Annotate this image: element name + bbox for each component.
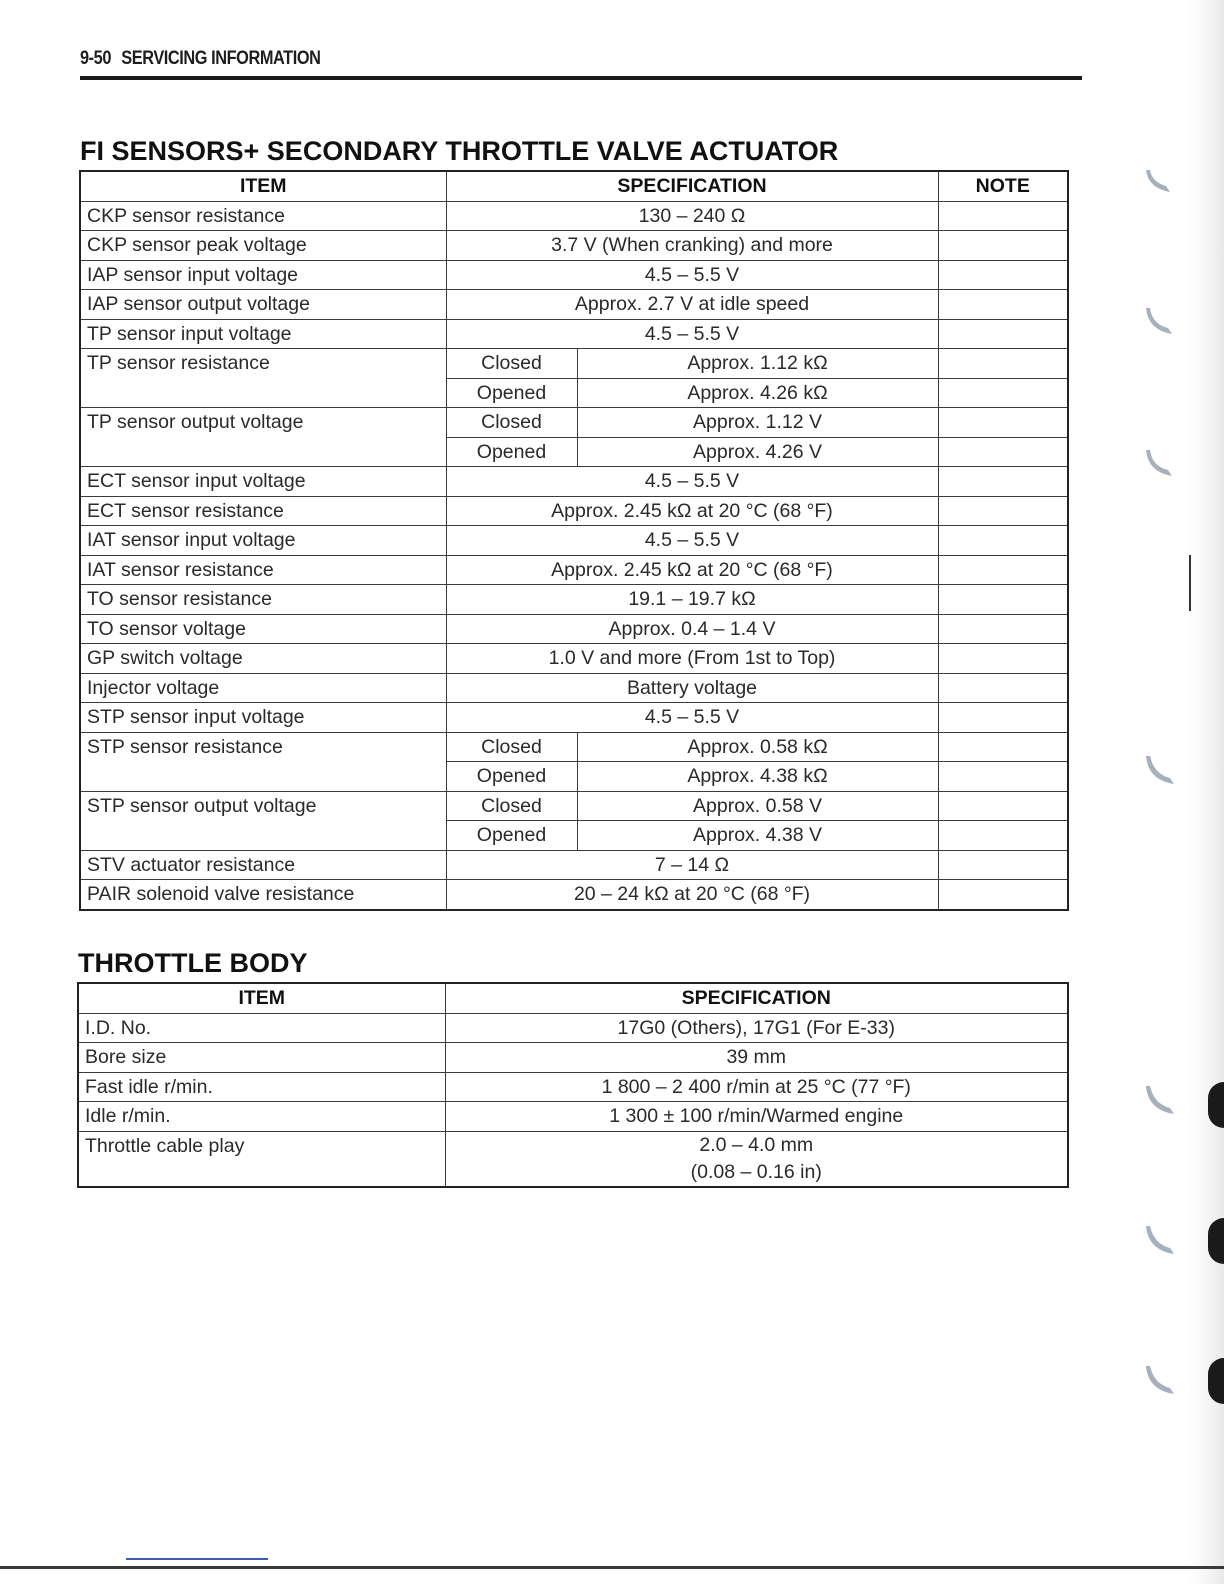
binder-tab-icon: [1146, 1366, 1174, 1394]
spec-cell: 4.5 – 5.5 V: [446, 703, 938, 733]
spec-cell: 39 mm: [445, 1043, 1068, 1073]
note-cell: [938, 496, 1068, 526]
note-cell: [938, 467, 1068, 497]
table-row: [78, 1013, 1068, 1043]
item-cell: TP sensor input voltage: [80, 319, 446, 349]
item-cell: IAP sensor output voltage: [80, 290, 446, 320]
spec-cell: Approx. 2.7 V at idle speed: [446, 290, 938, 320]
table-row: [80, 467, 1068, 497]
table-row: [80, 496, 1068, 526]
column-header-note: NOTE: [938, 171, 1068, 201]
spec-cell: 130 – 240 Ω: [446, 201, 938, 231]
item-cell: CKP sensor resistance: [80, 201, 446, 231]
throttle-body-title: THROTTLE BODY: [78, 948, 308, 978]
spec-value-cell: Approx. 0.58 kΩ: [577, 732, 938, 762]
note-cell: [938, 614, 1068, 644]
item-cell: IAT sensor input voltage: [80, 526, 446, 556]
column-header-item: ITEM: [78, 983, 445, 1013]
item-cell: IAT sensor resistance: [80, 555, 446, 585]
item-cell: ECT sensor resistance: [80, 496, 446, 526]
spec-cell: Approx. 0.4 – 1.4 V: [446, 614, 938, 644]
column-header-item: ITEM: [80, 171, 446, 201]
spec-line: 2.0 – 4.0 mm: [699, 1133, 814, 1156]
table-row: [80, 673, 1068, 703]
state-cell: Opened: [446, 437, 577, 467]
spec-cell: 4.5 – 5.5 V: [446, 526, 938, 556]
page-number: 9-50: [80, 48, 111, 69]
spec-value-cell: Approx. 0.58 V: [577, 791, 938, 821]
table-row: [80, 703, 1068, 733]
binder-tab-icon: [1146, 170, 1170, 192]
binder-tab-icon: [1146, 756, 1174, 784]
spec-value-cell: Approx. 1.12 V: [577, 408, 938, 438]
spec-cell: 1 800 – 2 400 r/min at 25 °C (77 °F): [445, 1072, 1068, 1102]
spec-cell: 4.5 – 5.5 V: [446, 260, 938, 290]
table-row: [80, 880, 1068, 910]
item-cell: Fast idle r/min.: [78, 1072, 445, 1102]
spec-cell: Approx. 2.45 kΩ at 20 °C (68 °F): [446, 555, 938, 585]
table-row: [80, 555, 1068, 585]
note-cell: [938, 673, 1068, 703]
spec-cell: Battery voltage: [446, 673, 938, 703]
note-cell: [938, 349, 1068, 379]
spec-cell: 20 – 24 kΩ at 20 °C (68 °F): [446, 880, 938, 910]
spec-cell: 19.1 – 19.7 kΩ: [446, 585, 938, 615]
note-cell: [938, 378, 1068, 408]
fi-sensors-table: [79, 170, 1069, 911]
item-cell: STV actuator resistance: [80, 850, 446, 880]
item-cell: I.D. No.: [78, 1013, 445, 1043]
spec-cell: 4.5 – 5.5 V: [446, 467, 938, 497]
item-cell: STP sensor resistance: [80, 732, 446, 791]
throttle-body-table: [77, 982, 1069, 1188]
footer-line: [0, 1566, 1224, 1569]
binder-tabs: [1140, 160, 1180, 1420]
spec-value-cell: Approx. 4.26 V: [577, 437, 938, 467]
footer-accent-line: [126, 1558, 268, 1560]
item-cell: TP sensor resistance: [80, 349, 446, 408]
fi-sensors-title: FI SENSORS+ SECONDARY THROTTLE VALVE ACTUATOR: [80, 136, 839, 166]
spec-value-cell: Approx. 4.38 V: [577, 821, 938, 851]
binder-mark: [1189, 555, 1191, 611]
table-row: [80, 408, 1068, 438]
table-row: [80, 201, 1068, 231]
binder-ring-hole: [1208, 1218, 1224, 1264]
item-cell: PAIR solenoid valve resistance: [80, 880, 446, 910]
note-cell: [938, 850, 1068, 880]
note-cell: [938, 821, 1068, 851]
item-cell: Injector voltage: [80, 673, 446, 703]
column-header-specification: SPECIFICATION: [445, 983, 1068, 1013]
table-row: [80, 349, 1068, 379]
state-cell: Opened: [446, 378, 577, 408]
table-row: [80, 614, 1068, 644]
note-cell: [938, 644, 1068, 674]
table-row: [80, 850, 1068, 880]
note-cell: [938, 555, 1068, 585]
binder-edge: [1188, 0, 1224, 1584]
note-cell: [938, 526, 1068, 556]
note-cell: [938, 762, 1068, 792]
state-cell: Opened: [446, 821, 577, 851]
spec-cell: 17G0 (Others), 17G1 (For E-33): [445, 1013, 1068, 1043]
note-cell: [938, 408, 1068, 438]
note-cell: [938, 791, 1068, 821]
spec-cell: Approx. 2.45 kΩ at 20 °C (68 °F): [446, 496, 938, 526]
state-cell: Closed: [446, 408, 577, 438]
state-cell: Opened: [446, 762, 577, 792]
note-cell: [938, 260, 1068, 290]
spec-cell: 4.5 – 5.5 V: [446, 319, 938, 349]
binder-tab-icon: [1146, 450, 1172, 476]
item-cell: TP sensor output voltage: [80, 408, 446, 467]
table-row: [78, 1043, 1068, 1073]
binder-tab-icon: [1146, 1226, 1174, 1254]
note-cell: [938, 290, 1068, 320]
table-row: [80, 644, 1068, 674]
note-cell: [938, 703, 1068, 733]
spec-cell: 7 – 14 Ω: [446, 850, 938, 880]
binder-tab-icon: [1146, 308, 1172, 334]
table-header-row: [78, 983, 1068, 1013]
page-header: [80, 48, 1082, 80]
state-cell: Closed: [446, 732, 577, 762]
note-cell: [938, 319, 1068, 349]
binder-tab-icon: [1146, 1086, 1174, 1114]
spec-line: (0.08 – 0.16 in): [690, 1160, 822, 1183]
table-row: [80, 526, 1068, 556]
spec-value-cell: Approx. 4.38 kΩ: [577, 762, 938, 792]
table-row: [78, 1102, 1068, 1132]
item-cell: Idle r/min.: [78, 1102, 445, 1132]
spec-value-cell: Approx. 4.26 kΩ: [577, 378, 938, 408]
header-text: [80, 48, 320, 70]
binder-ring-hole: [1208, 1358, 1224, 1404]
spec-cell: 1 300 ± 100 r/min/Warmed engine: [445, 1102, 1068, 1132]
binder-ring-hole: [1208, 1082, 1224, 1128]
item-cell: ECT sensor input voltage: [80, 467, 446, 497]
note-cell: [938, 231, 1068, 261]
note-cell: [938, 201, 1068, 231]
item-cell: CKP sensor peak voltage: [80, 231, 446, 261]
spec-cell: 1.0 V and more (From 1st to Top): [446, 644, 938, 674]
item-cell: Bore size: [78, 1043, 445, 1073]
table-row: [80, 260, 1068, 290]
item-cell: TO sensor voltage: [80, 614, 446, 644]
table-row: [78, 1072, 1068, 1102]
item-cell: TO sensor resistance: [80, 585, 446, 615]
note-cell: [938, 585, 1068, 615]
item-cell: IAP sensor input voltage: [80, 260, 446, 290]
state-cell: Closed: [446, 349, 577, 379]
table-header-row: [80, 171, 1068, 201]
table-row: [80, 231, 1068, 261]
state-cell: Closed: [446, 791, 577, 821]
table-row: [80, 732, 1068, 762]
item-cell: Throttle cable play: [78, 1131, 445, 1187]
table-row: [80, 585, 1068, 615]
item-cell: GP switch voltage: [80, 644, 446, 674]
note-cell: [938, 880, 1068, 910]
item-cell: STP sensor input voltage: [80, 703, 446, 733]
table-row: [78, 1131, 1068, 1187]
note-cell: [938, 732, 1068, 762]
note-cell: [938, 437, 1068, 467]
column-header-specification: SPECIFICATION: [446, 171, 938, 201]
spec-cell: [445, 1131, 1068, 1187]
item-cell: STP sensor output voltage: [80, 791, 446, 850]
table-row: [80, 290, 1068, 320]
table-row: [80, 319, 1068, 349]
section-name: SERVICING INFORMATION: [121, 48, 321, 69]
spec-value-cell: Approx. 1.12 kΩ: [577, 349, 938, 379]
spec-cell: 3.7 V (When cranking) and more: [446, 231, 938, 261]
table-row: [80, 791, 1068, 821]
